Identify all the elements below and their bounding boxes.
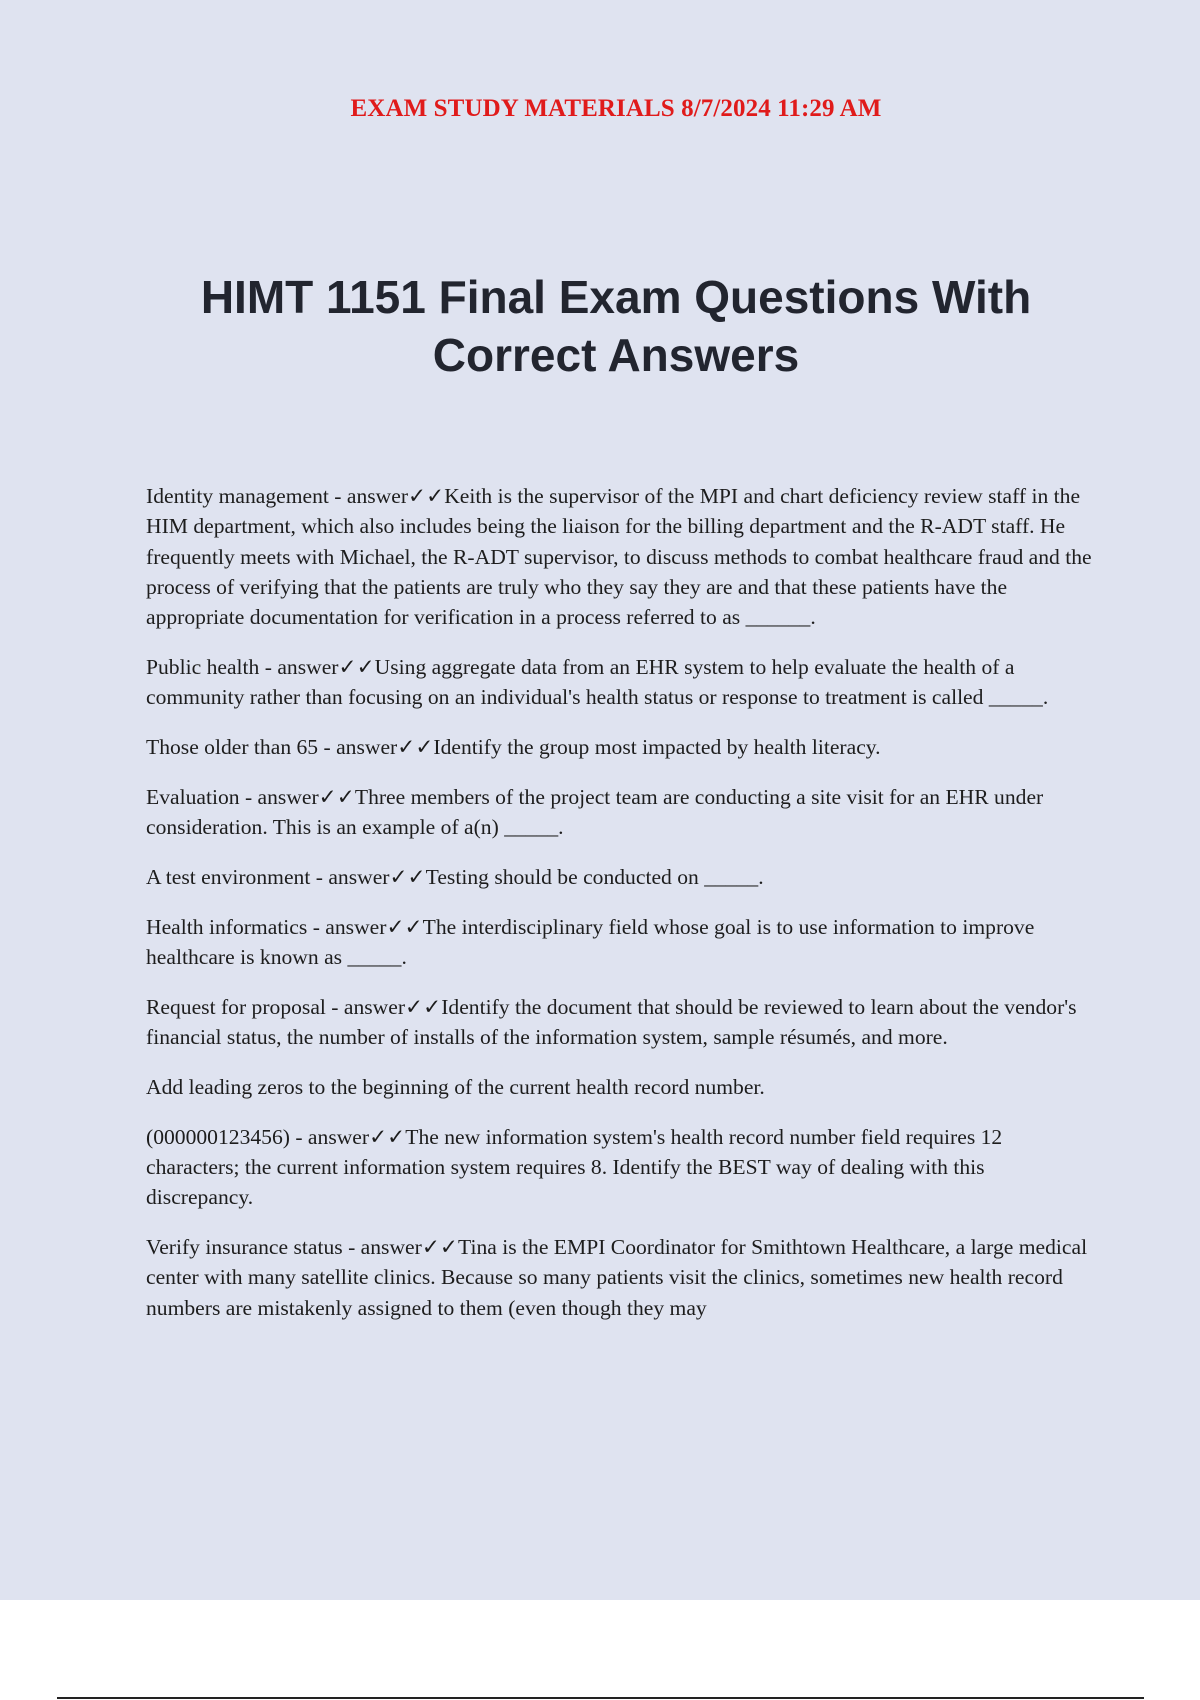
qa-item: Identity management - answer✓✓Keith is the supervisor of the MPI and chart deficiency review staff in the HIM department, which also includes being the liaison for the billing department and the R-ADT staff. He frequently meets with Michael, the R-ADT supervisor, to discuss methods to combat healthcare fraud and the process of verifying that the patients are truly who they say they are and that these patients have the appropriate documentation for verification in a process referred to as ______. — [146, 484, 1092, 630]
title-line-2: Correct Answers — [432, 329, 800, 381]
qa-item: Health informatics - answer✓✓The interdisciplinary field whose goal is to use information to improve healthcare is known as _____. — [146, 914, 1035, 970]
title-line-1: HIMT 1151 Final Exam Questions With — [200, 271, 1032, 323]
qa-item: Verify insurance status - answer✓✓Tina is the EMPI Coordinator for Smithtown Healthcare, a large medical center with many satellite clinics. Because so many patients visit the clinics, sometimes new health record numbers are mistakenly assigned to them (even though they may — [146, 1235, 1088, 1320]
header-stamp: EXAM STUDY MATERIALS 8/7/2024 11:29 AM — [350, 95, 882, 122]
qa-item: Public health - answer✓✓Using aggregate data from an EHR system to help evaluate the health of a community rather than focusing on an individual's health status or response to treatment is called _____. — [146, 654, 1049, 710]
qa-item: Add leading zeros to the beginning of the current health record number. — [146, 1074, 765, 1099]
qa-item: Evaluation - answer✓✓Three members of the project team are conducting a site visit for an EHR under consideration. This is an example of a(n) _____. — [146, 784, 1044, 840]
qa-item: A test environment - answer✓✓Testing should be conducted on _____. — [146, 864, 764, 889]
page-title — [0, 268, 1200, 384]
qa-item: Request for proposal - answer✓✓Identify the document that should be reviewed to learn about the vendor's financial status, the number of installs of the information system, sample résumés, and more. — [146, 994, 1077, 1050]
qa-list — [146, 481, 1092, 1343]
qa-item: Those older than 65 - answer✓✓Identify the group most impacted by health literacy. — [146, 735, 881, 760]
qa-item: (000000123456) - answer✓✓The new information system's health record number field requires 12 characters; the current information system requires 8. Identify the BEST way of dealing with this discrepancy. — [146, 1124, 1003, 1210]
footer-divider — [57, 1697, 1144, 1699]
